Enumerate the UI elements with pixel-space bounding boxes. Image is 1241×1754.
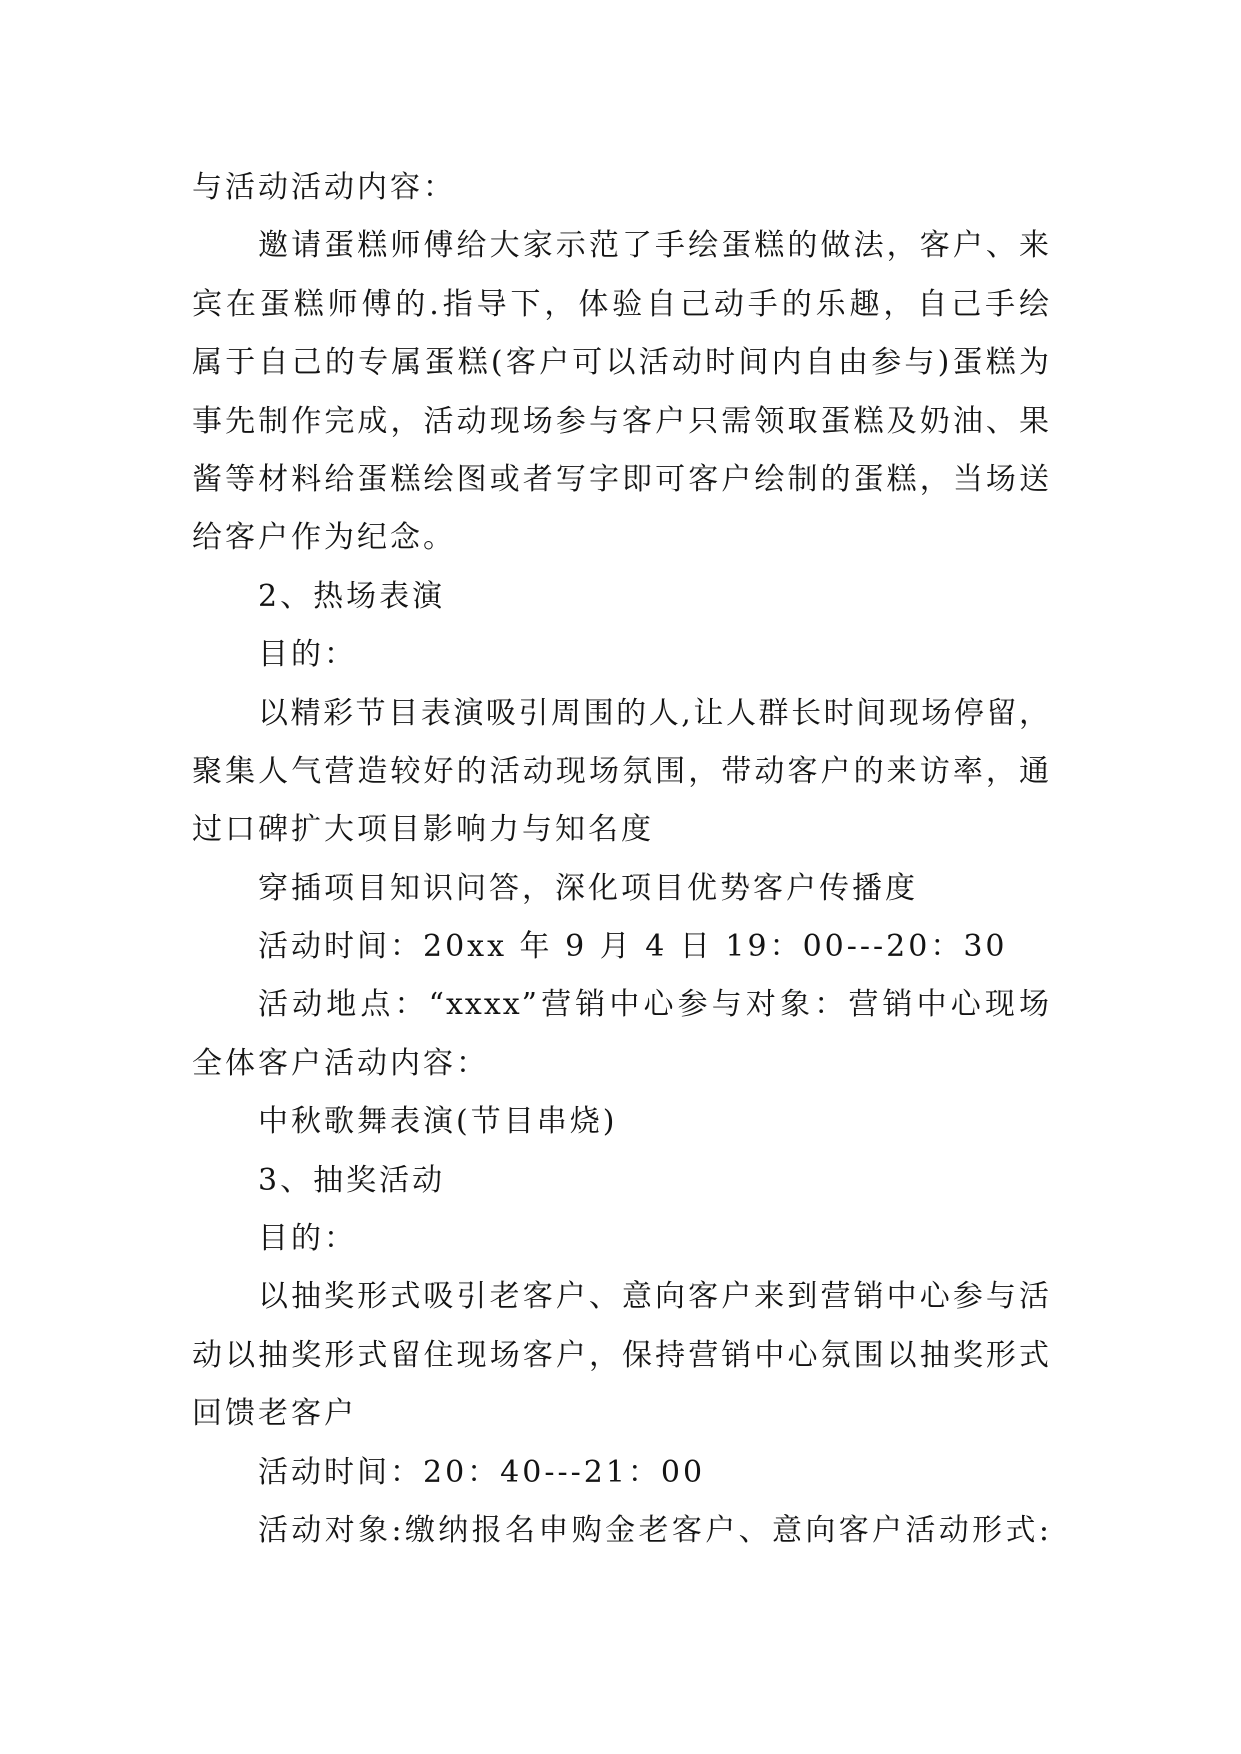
paragraph: [192, 159, 1051, 217]
text-line: 以精彩节目表演吸引周围的人,让人群长时间现场停留，: [258, 695, 1051, 731]
text-line: 回馈老客户: [192, 1396, 357, 1432]
paragraph: [192, 1268, 1051, 1443]
section-heading: [192, 1152, 1051, 1210]
text-line: 2、热场表演: [258, 578, 446, 614]
text-line: 目的：: [258, 637, 357, 673]
text-line: 以抽奖形式吸引老客户、意向客户来到营销中心参与活: [258, 1279, 1051, 1315]
text-line: 活动时间：20xx 年 9 月 4 日 19：00---20：30: [258, 929, 1008, 965]
paragraph: [192, 976, 1051, 1093]
paragraph: [192, 685, 1051, 860]
text-line: 属于自己的专属蛋糕(客户可以活动时间内自由参与)蛋糕为: [192, 345, 1051, 381]
text-line: 3、抽奖活动: [258, 1162, 446, 1198]
paragraph: [192, 1093, 1051, 1151]
paragraph: [192, 1502, 1051, 1560]
paragraph: [192, 217, 1051, 567]
text-line: 活动地点：“xxxx”营销中心参与对象：营销中心现场: [258, 987, 1051, 1023]
text-line: 活动时间：20：40---21：00: [258, 1454, 706, 1490]
paragraph: [192, 626, 1051, 684]
paragraph: [192, 1210, 1051, 1268]
text-line: 动以抽奖形式留住现场客户，保持营销中心氛围以抽奖形式: [192, 1337, 1051, 1373]
text-line: 活动对象:缴纳报名申购金老客户、意向客户活动形式:: [258, 1512, 1051, 1548]
paragraph: [192, 918, 1051, 976]
text-line: 过口碑扩大项目影响力与知名度: [192, 812, 654, 848]
document-body: [192, 159, 1051, 1560]
text-line: 全体客户活动内容：: [192, 1045, 489, 1081]
text-line: 与活动活动内容：: [192, 170, 456, 205]
paragraph: [192, 860, 1051, 918]
text-line: 酱等材料给蛋糕绘图或者写字即可客户绘制的蛋糕，当场送: [192, 461, 1051, 497]
text-line: 目的：: [258, 1221, 357, 1257]
text-line: 中秋歌舞表演(节目串烧): [258, 1104, 618, 1140]
text-line: 给客户作为纪念。: [192, 520, 456, 556]
paragraph: [192, 1444, 1051, 1502]
section-heading: [192, 568, 1051, 626]
text-line: 宾在蛋糕师傅的.指导下，体验自己动手的乐趣，自己手绘: [192, 286, 1051, 322]
text-line: 穿插项目知识问答，深化项目优势客户传播度: [258, 870, 918, 906]
text-line: 事先制作完成，活动现场参与客户只需领取蛋糕及奶油、果: [192, 403, 1051, 439]
text-line: 聚集人气营造较好的活动现场氛围，带动客户的来访率，通: [192, 753, 1051, 789]
text-line: 邀请蛋糕师傅给大家示范了手绘蛋糕的做法，客户、来: [258, 228, 1051, 264]
